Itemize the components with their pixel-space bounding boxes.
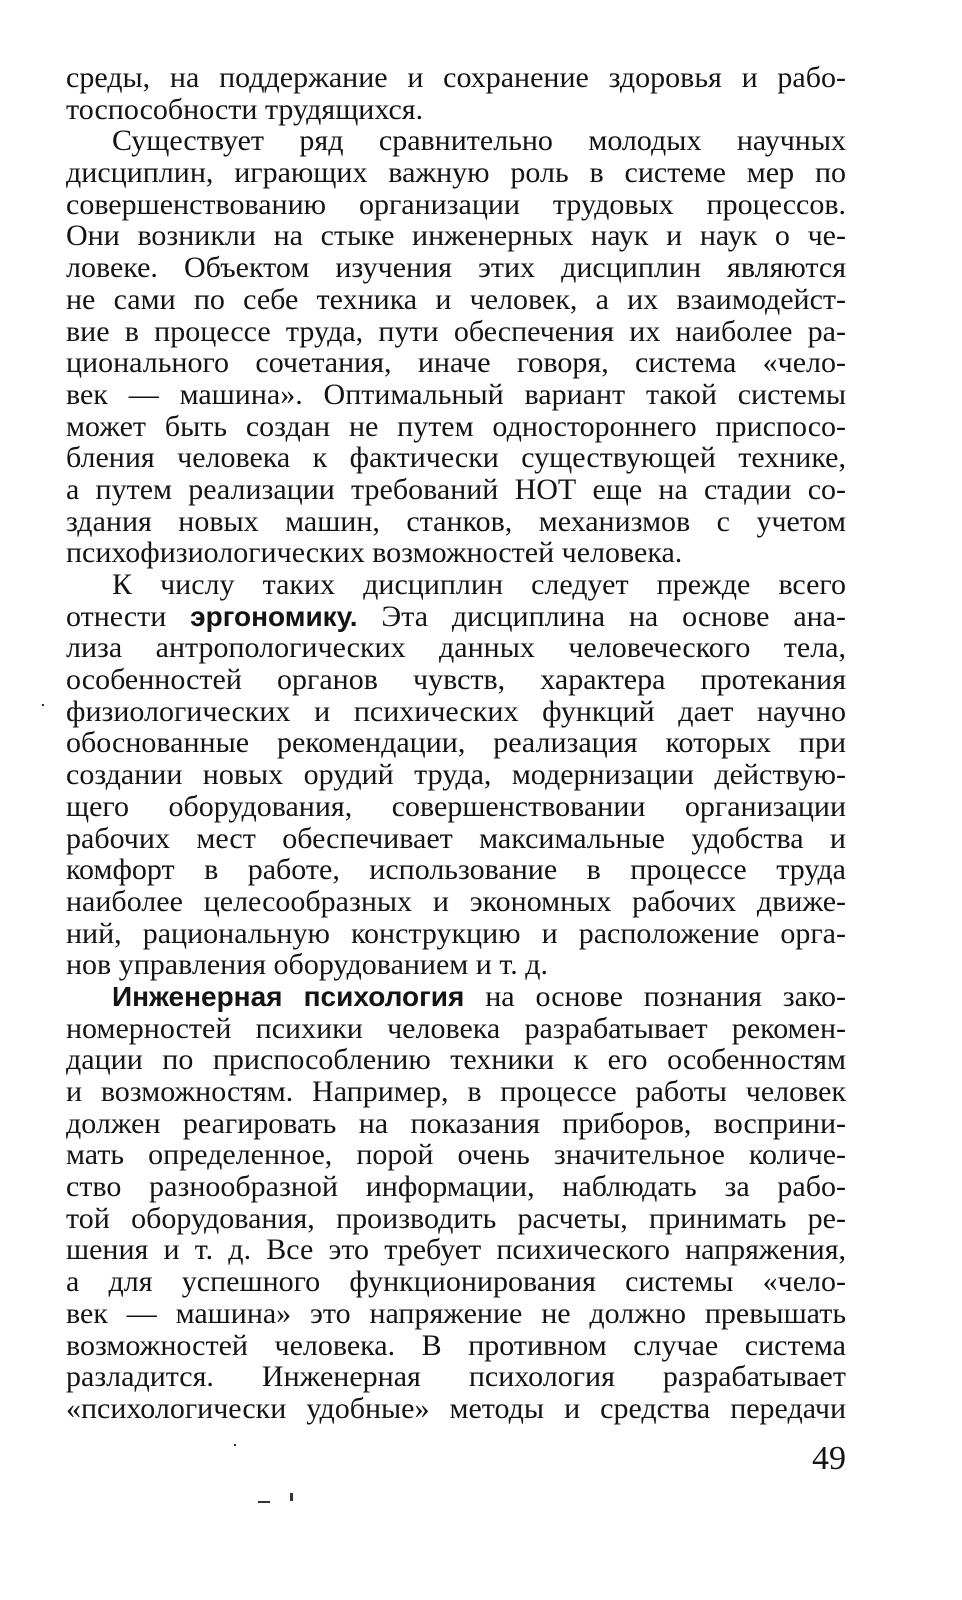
text-line: той оборудования, производить расчеты, принимать ре- [66, 1201, 846, 1235]
text-line: физиологических и психических функций дает научно [66, 694, 846, 728]
scan-speck [258, 1501, 270, 1503]
text-fragment: на основе познания зако- [485, 979, 847, 1013]
scan-speck [42, 704, 44, 706]
text-line: может быть создан не путем одностороннего приспосо- [66, 409, 846, 443]
text-line: дисциплин, играющих важную роль в системе мер по [66, 156, 846, 190]
text-line: не сами по себе техника и человек, а их взаимодейст- [66, 282, 846, 316]
text-line: должен реагировать на показания приборов, восприни- [66, 1106, 846, 1140]
text-line: шения и т. д. Все это требует психического напряжения, [66, 1233, 846, 1267]
text-line: рабочих мест обеспечивает максимальные удобства и [66, 821, 846, 855]
text-line: лиза антропологических данных человеческого тела, [66, 631, 846, 665]
text-line: и возможностям. Например, в процессе работы человек [66, 1075, 846, 1108]
scan-speck [234, 1444, 236, 1446]
text-line: особенностей органов чувств, характера протекания [66, 663, 846, 697]
text-line: создании новых орудий труда, модернизации действую- [66, 758, 846, 792]
scan-speck [290, 1493, 293, 1501]
text-line: ционального сочетания, иначе говоря, система «чело- [66, 346, 846, 380]
text-line: бления человека к фактически существующей технике, [66, 441, 846, 475]
text-line: «психологически удобные» методы и средства передачи [66, 1391, 846, 1425]
text-line: вие в процессе труда, пути обеспечения их наиболее ра- [66, 314, 846, 348]
text-line: совершенствованию организации трудовых процессов. [66, 187, 846, 221]
term-engineering-psychology: Инженерная психология [112, 980, 465, 1012]
text-line: возможностей человека. В противном случае система [66, 1328, 846, 1362]
term-ergonomics: эргономику. [190, 600, 358, 632]
text-line: наиболее целесообразных и экономных рабочих движе- [66, 884, 846, 918]
text-line [66, 981, 846, 1013]
page-text [66, 62, 846, 1425]
text-line: Они возникли на стыке инженерных наук и наук о че- [66, 219, 846, 253]
text-line: среды, на поддержание и сохранение здоровья и рабо- [66, 61, 846, 94]
text-fragment: Эта дисциплина на основе ана- [381, 599, 846, 633]
text-line: щего оборудования, совершенствовании организации [66, 789, 846, 823]
text-line [66, 601, 846, 633]
text-line: нов управления оборудованием и т. д. [66, 948, 548, 982]
text-line: ство разнообразной информации, наблюдать за рабо- [66, 1170, 846, 1204]
text-line: дации по приспособлению техники к его особенностям [66, 1043, 846, 1077]
text-line: а путем реализации требований НОТ еще на стадии со- [66, 472, 846, 506]
text-fragment: отнести [66, 599, 167, 633]
text-line: комфорт в работе, использование в процессе труда [66, 853, 846, 887]
text-line: век — машина» это напряжение не должно превышать [66, 1296, 846, 1330]
text-line: здания новых машин, станков, механизмов с учетом [66, 504, 846, 538]
text-line: К числу таких дисциплин следует прежде всего [112, 568, 846, 601]
page-number: 49 [812, 1440, 846, 1477]
text-line: разладится. Инженерная психология разрабатывает [66, 1360, 846, 1394]
text-line: тоспособности трудящихся. [66, 92, 424, 126]
text-line: обоснованные рекомендации, реализация которых при [66, 726, 846, 760]
text-line: ловеке. Объектом изучения этих дисциплин являются [66, 251, 846, 285]
text-line: психофизиологических возможностей человека. [66, 536, 683, 570]
text-line: век — машина». Оптимальный вариант такой системы [66, 377, 846, 411]
text-line: номерностей психики человека разрабатывает рекомен- [66, 1011, 846, 1045]
text-line: ний, рациональную конструкцию и расположение орга- [66, 916, 846, 950]
text-line: а для успешного функционирования системы «чело- [66, 1265, 846, 1299]
text-line: мать определенное, порой очень значительное количе- [66, 1138, 846, 1172]
text-line: Существует ряд сравнительно молодых научных [112, 124, 846, 158]
